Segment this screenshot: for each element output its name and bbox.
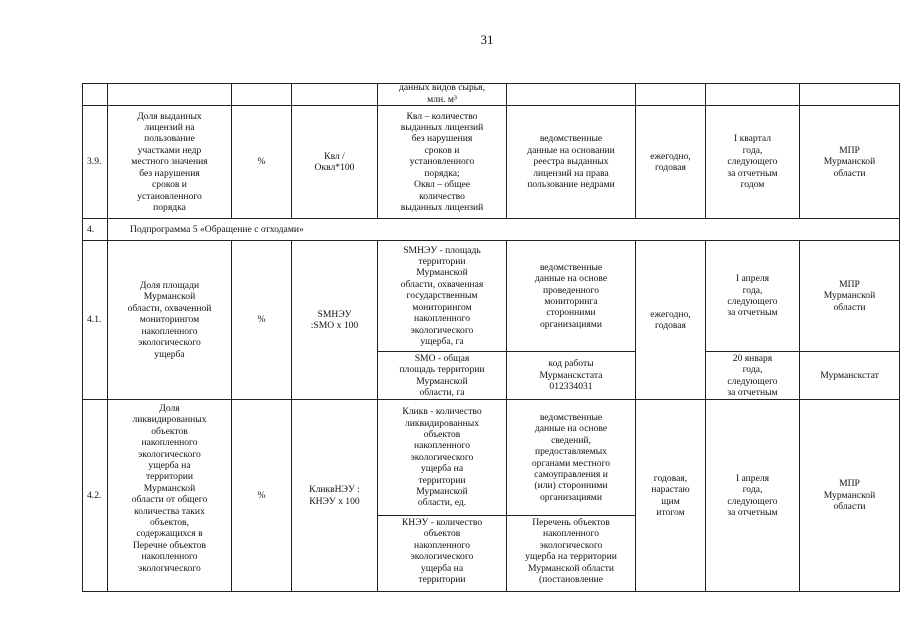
cell-frequency: ежегодно, годовая [635, 240, 706, 400]
cell-num: 4.2. [82, 399, 108, 592]
cell-empty [291, 83, 378, 106]
cell-num: 4. [82, 218, 108, 241]
cell-source: ведомственные данные на основе сведений, предоставляемых органами местного самоуправления и (или) сторонними организациями [506, 399, 636, 516]
cell-empty [705, 83, 800, 106]
cell-num: 4.1. [82, 240, 108, 400]
page-number: 31 [480, 32, 494, 47]
cell-unit: % [231, 105, 292, 219]
cell-deadline: I квартал года, следующего за отчетным годом [705, 105, 800, 219]
cell-unit: % [231, 240, 292, 400]
cell-empty [231, 83, 292, 106]
cell-empty [799, 83, 900, 106]
cell-deadline: I апреля года, следующего за отчетным [705, 399, 800, 592]
cell-source-desc: данных видов сырья, млн. м³ [377, 83, 507, 106]
cell-empty [635, 83, 706, 106]
cell-responsible: Мурманскстат [799, 351, 900, 400]
cell-formula: SMНЭУ :SMO x 100 [291, 240, 378, 400]
cell-unit: % [231, 399, 292, 592]
cell-name: Доля площади Мурманской области, охваченной мониторингом накопленного экологического ущерба [107, 240, 232, 400]
cell-vars: КНЭУ - количество объектов накопленного экологического ущерба на территории [377, 515, 507, 592]
cell-empty [82, 83, 108, 106]
cell-frequency: ежегодно, годовая [635, 105, 706, 219]
section-title: Подпрограмма 5 «Обращение с отходами» [107, 218, 900, 241]
cell-name: Доля выданных лицензий на пользование участками недр местного значения без нарушения сроков и установленного порядка [107, 105, 232, 219]
cell-empty [107, 83, 232, 106]
cell-formula: Квл / Оквл*100 [291, 105, 378, 219]
cell-empty [506, 83, 636, 106]
cell-vars: Кликв - количество ликвидированных объектов накопленного экологического ущерба на территории Мурманской области, ед. [377, 399, 507, 516]
cell-source: ведомственные данные на основании реестра выданных лицензий на права пользование недрами [506, 105, 636, 219]
cell-responsible: МПР Мурманской области [799, 240, 900, 352]
cell-vars: Квл – количество выданных лицензий без нарушения сроков и установленного порядка; Оквл – общее количество выданных лицензий [377, 105, 507, 219]
cell-vars: SMO - общая площадь территории Мурманской области, га [377, 351, 507, 400]
cell-formula: КликвНЭУ : КНЭУ x 100 [291, 399, 378, 592]
cell-responsible: МПР Мурманской области [799, 399, 900, 592]
cell-vars: SMНЭУ - площадь территории Мурманской области, охваченная государственным мониторингом накопленного экологического ущерба, га [377, 240, 507, 352]
cell-source: код работы Мурманскстата 012334031 [506, 351, 636, 400]
cell-responsible: МПР Мурманской области [799, 105, 900, 219]
cell-source: ведомственные данные на основе проведенного мониторинга сторонними организациями [506, 240, 636, 352]
cell-num: 3.9. [82, 105, 108, 219]
cell-frequency: годовая, нарастаю щим итогом [635, 399, 706, 592]
cell-source: Перечень объектов накопленного экологического ущерба на территории Мурманской области (постановление [506, 515, 636, 592]
cell-name: Доля ликвидированных объектов накопленного экологического ущерба на территории Мурманской области от общего количества таких объектов, содержащихся в Перечне объектов накопленного экологического [107, 399, 232, 592]
cell-deadline: 20 января года, следующего за отчетным [705, 351, 800, 400]
cell-deadline: I апреля года, следующего за отчетным [705, 240, 800, 352]
